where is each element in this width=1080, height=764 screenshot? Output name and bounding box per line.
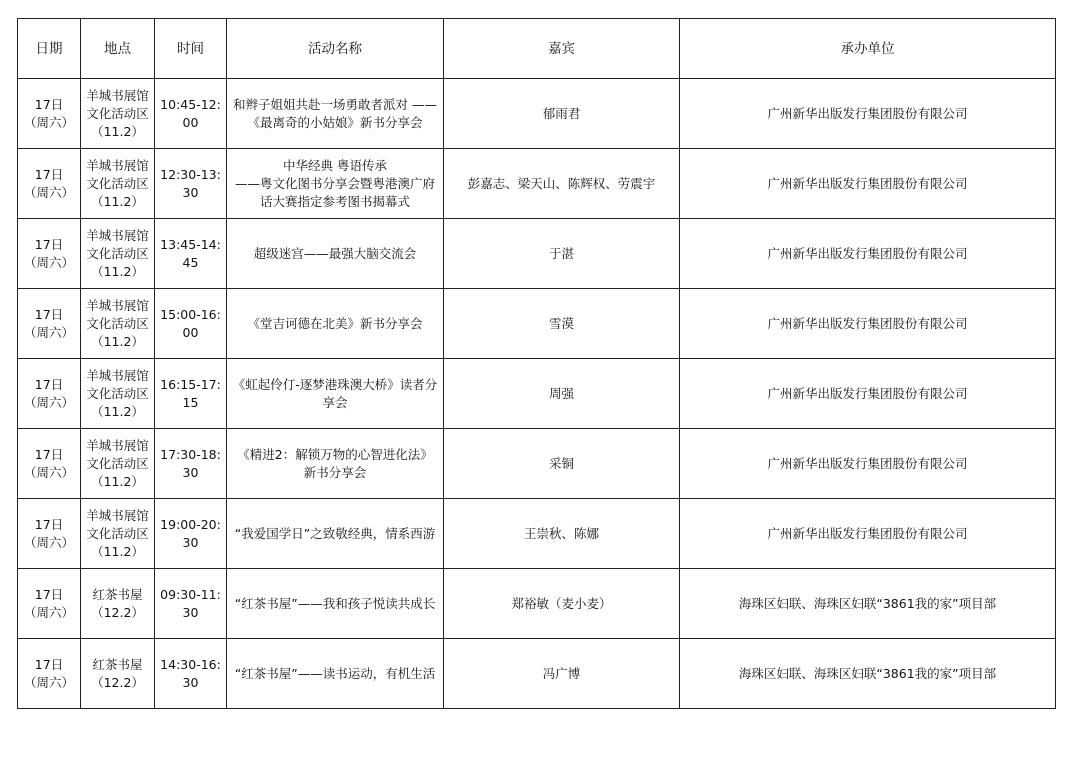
cell-event: 《堂吉诃德在北美》新书分享会 bbox=[227, 289, 444, 359]
cell-time: 12:30-13:30 bbox=[155, 149, 227, 219]
cell-date: 17日（周六） bbox=[18, 149, 81, 219]
schedule-table bbox=[17, 18, 1056, 709]
table-row bbox=[18, 219, 1056, 289]
cell-guest: 周强 bbox=[444, 359, 680, 429]
cell-organizer: 广州新华出版发行集团股份有限公司 bbox=[680, 149, 1056, 219]
cell-location: 红茶书屋（12.2） bbox=[81, 639, 155, 709]
cell-time: 09:30-11:30 bbox=[155, 569, 227, 639]
cell-time: 13:45-14:45 bbox=[155, 219, 227, 289]
cell-event: “红茶书屋”——我和孩子悦读共成长 bbox=[227, 569, 444, 639]
header-time: 时间 bbox=[155, 19, 227, 79]
cell-event: 《虹起伶仃-逐梦港珠澳大桥》读者分享会 bbox=[227, 359, 444, 429]
cell-date: 17日（周六） bbox=[18, 429, 81, 499]
cell-date: 17日（周六） bbox=[18, 79, 81, 149]
cell-organizer: 海珠区妇联、海珠区妇联“3861我的家”项目部 bbox=[680, 569, 1056, 639]
cell-guest: 雪漠 bbox=[444, 289, 680, 359]
header-event: 活动名称 bbox=[227, 19, 444, 79]
table-row bbox=[18, 359, 1056, 429]
cell-guest: 王崇秋、陈娜 bbox=[444, 499, 680, 569]
cell-time: 17:30-18:30 bbox=[155, 429, 227, 499]
cell-organizer: 广州新华出版发行集团股份有限公司 bbox=[680, 219, 1056, 289]
cell-time: 14:30-16:30 bbox=[155, 639, 227, 709]
cell-time: 16:15-17:15 bbox=[155, 359, 227, 429]
cell-organizer: 广州新华出版发行集团股份有限公司 bbox=[680, 359, 1056, 429]
cell-time: 10:45-12:00 bbox=[155, 79, 227, 149]
header-location: 地点 bbox=[81, 19, 155, 79]
cell-organizer: 广州新华出版发行集团股份有限公司 bbox=[680, 429, 1056, 499]
cell-date: 17日（周六） bbox=[18, 359, 81, 429]
cell-organizer: 广州新华出版发行集团股份有限公司 bbox=[680, 289, 1056, 359]
cell-event: 超级迷宫——最强大脑交流会 bbox=[227, 219, 444, 289]
table-row bbox=[18, 289, 1056, 359]
cell-guest: 于湛 bbox=[444, 219, 680, 289]
cell-location: 羊城书展馆文化活动区（11.2） bbox=[81, 499, 155, 569]
cell-guest: 彭嘉志、梁天山、陈辉权、劳震宇 bbox=[444, 149, 680, 219]
cell-event: 中华经典 粤语传承 ——粤文化图书分享会暨粤港澳广府话大赛指定参考图书揭幕式 bbox=[227, 149, 444, 219]
cell-location: 红茶书屋（12.2） bbox=[81, 569, 155, 639]
header-date: 日期 bbox=[18, 19, 81, 79]
table-row bbox=[18, 79, 1056, 149]
table-row bbox=[18, 499, 1056, 569]
cell-location: 羊城书展馆文化活动区（11.2） bbox=[81, 359, 155, 429]
table-header-row bbox=[18, 19, 1056, 79]
header-organizer: 承办单位 bbox=[680, 19, 1056, 79]
table-row bbox=[18, 569, 1056, 639]
cell-time: 15:00-16:00 bbox=[155, 289, 227, 359]
cell-date: 17日（周六） bbox=[18, 289, 81, 359]
cell-event: 《精进2：解锁万物的心智进化法》新书分享会 bbox=[227, 429, 444, 499]
cell-date: 17日（周六） bbox=[18, 569, 81, 639]
cell-location: 羊城书展馆文化活动区（11.2） bbox=[81, 79, 155, 149]
cell-organizer: 海珠区妇联、海珠区妇联“3861我的家”项目部 bbox=[680, 639, 1056, 709]
cell-organizer: 广州新华出版发行集团股份有限公司 bbox=[680, 79, 1056, 149]
cell-event: 和辫子姐姐共赴一场勇敢者派对 ——《最离奇的小姑娘》新书分享会 bbox=[227, 79, 444, 149]
cell-event: “我爱国学日”之致敬经典，情系西游 bbox=[227, 499, 444, 569]
cell-organizer: 广州新华出版发行集团股份有限公司 bbox=[680, 499, 1056, 569]
cell-location: 羊城书展馆文化活动区（11.2） bbox=[81, 429, 155, 499]
cell-guest: 郁雨君 bbox=[444, 79, 680, 149]
header-guest: 嘉宾 bbox=[444, 19, 680, 79]
table-row bbox=[18, 429, 1056, 499]
cell-guest: 郑裕敏（麦小麦） bbox=[444, 569, 680, 639]
cell-date: 17日（周六） bbox=[18, 499, 81, 569]
cell-date: 17日（周六） bbox=[18, 639, 81, 709]
cell-date: 17日（周六） bbox=[18, 219, 81, 289]
cell-location: 羊城书展馆文化活动区（11.2） bbox=[81, 289, 155, 359]
table-row bbox=[18, 639, 1056, 709]
cell-event: “红茶书屋”——读书运动，有机生活 bbox=[227, 639, 444, 709]
cell-guest: 冯广博 bbox=[444, 639, 680, 709]
cell-location: 羊城书展馆文化活动区（11.2） bbox=[81, 219, 155, 289]
cell-time: 19:00-20:30 bbox=[155, 499, 227, 569]
table-row bbox=[18, 149, 1056, 219]
cell-location: 羊城书展馆文化活动区（11.2） bbox=[81, 149, 155, 219]
cell-guest: 采铜 bbox=[444, 429, 680, 499]
